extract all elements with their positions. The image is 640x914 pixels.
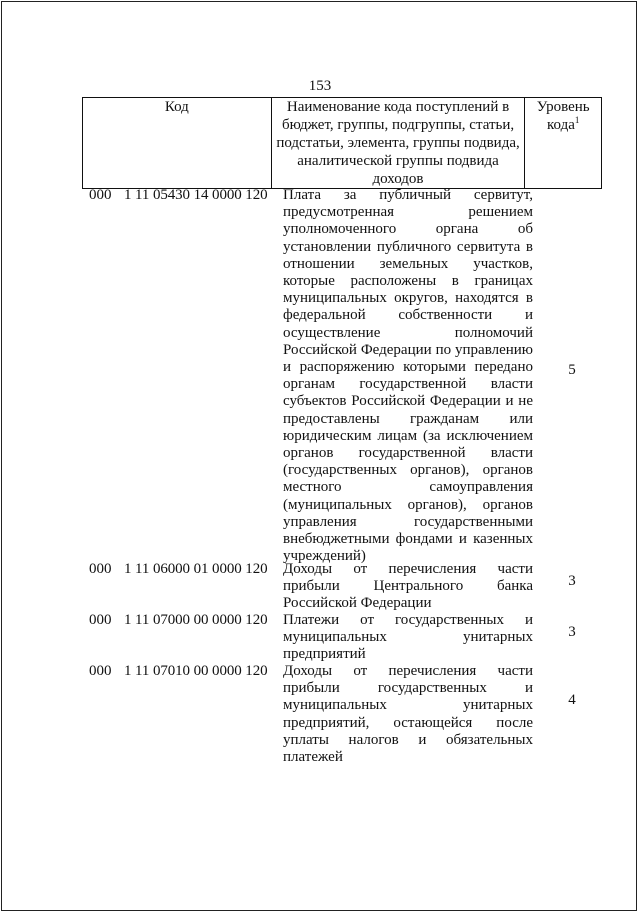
header-level: Уровень кода [536,99,590,133]
row-income-name: Доходы от перечисления части прибыли государственных и муниципальных унитарных предприятий, остающейся после уплаты налогов и обязательных платежей [283,663,533,766]
header-table [82,97,602,189]
row-level: 3 [568,573,576,589]
row-income-name: Плата за публичный сервитут, предусмотренная решением уполномоченного органа об установлении публичного сервитута в отношении земельных участков, которые расположены в границах муниципальных округов, находятся в федеральной собственности и осуществление полномочий Российской Федерации по управлению и распоряжению которыми передано органам государственной власти субъектов Российской Федерации и не предоставлены гражданам или юридическим лицам (за исключением органов государственной власти (государственных органов), органов местного самоуправления (муниципальных органов), органов управления государственными внебюджетными фондами и казенных учреждений) [283,187,533,565]
row-level: 3 [568,624,576,640]
header-name-cell [271,98,525,189]
row-income-name: Доходы от перечисления части прибыли Центрального банка Российской Федерации [283,561,533,612]
header-level-footnote: 1 [574,115,580,125]
header-level-cell [525,98,602,189]
header-name: Наименование кода поступлений в бюджет, группы, подгруппы, статьи, подстатьи, элемента, группы подвида, аналитической группы подвида доходов [276,99,520,187]
row-income-code: 1 11 07010 00 0000 120 [124,663,268,679]
row-income-name: Платежи от государственных и муниципальных унитарных предприятий [283,612,533,663]
page-number: 153 [308,78,332,94]
header-row [83,98,602,189]
header-code: Код [164,99,189,115]
row-income-code: 1 11 05430 14 0000 120 [124,187,268,203]
row-admin-code: 000 [89,561,112,577]
header-code-cell [83,98,272,189]
row-income-code: 1 11 06000 01 0000 120 [124,561,268,577]
row-level: 5 [568,362,576,378]
row-income-code: 1 11 07000 00 0000 120 [124,612,268,628]
row-admin-code: 000 [89,187,112,203]
row-admin-code: 000 [89,612,112,628]
row-level: 4 [568,692,576,708]
row-admin-code: 000 [89,663,112,679]
